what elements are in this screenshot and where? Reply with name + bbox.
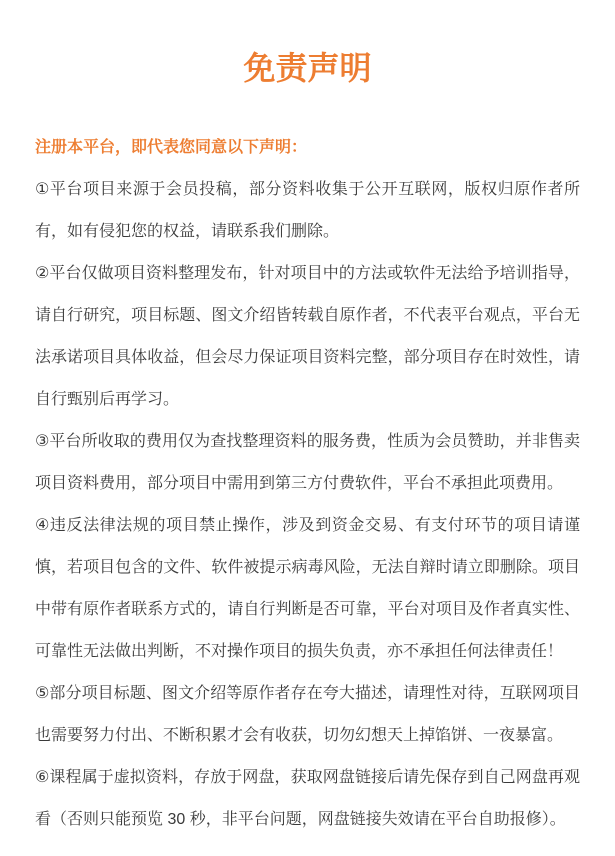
disclaimer-paragraph-6: ⑥课程属于虚拟资料，存放于网盘，获取网盘链接后请先保存到自己网盘再观看（否则只能预览 30 秒，非平台问题，网盘链接失效请在平台自助报修）。 (35, 769, 580, 828)
disclaimer-intro-line: 注册本平台，即代表您同意以下声明： (35, 139, 308, 156)
disclaimer-paragraph-4: ④违反法律法规的项目禁止操作，涉及到资金交易、有支付环节的项目请谨慎，若项目包含的文件、软件被提示病毒风险，无法自辩时请立即删除。项目中带有原作者联系方式的，请自行判断是否可靠，平台对项目及作者真实性、可靠性无法做出判断，不对操作项目的损失负责，亦不承担任何法律责任！ (35, 517, 580, 660)
disclaimer-content (35, 127, 580, 841)
disclaimer-paragraph-3: ③平台所收取的费用仅为查找整理资料的服务费，性质为会员赞助，并非售卖项目资料费用，部分项目中需用到第三方付费软件，平台不承担此项费用。 (35, 433, 580, 492)
disclaimer-paragraph-2: ②平台仅做项目资料整理发布，针对项目中的方法或软件无法给予培训指导，请自行研究，项目标题、图文介绍皆转载自原作者，不代表平台观点，平台无法承诺项目具体收益，但会尽力保证项目资料完整，部分项目存在时效性，请自行甄别后再学习。 (35, 265, 580, 408)
disclaimer-paragraph-1: ①平台项目来源于会员投稿，部分资料收集于公开互联网，版权归原作者所有，如有侵犯您的权益，请联系我们删除。 (35, 181, 580, 240)
page-title: 免责声明 (243, 50, 372, 86)
disclaimer-paragraph-5: ⑤部分项目标题、图文介绍等原作者存在夸大描述，请理性对待，互联网项目也需要努力付出、不断积累才会有收获，切勿幻想天上掉馅饼、一夜暴富。 (35, 685, 580, 744)
